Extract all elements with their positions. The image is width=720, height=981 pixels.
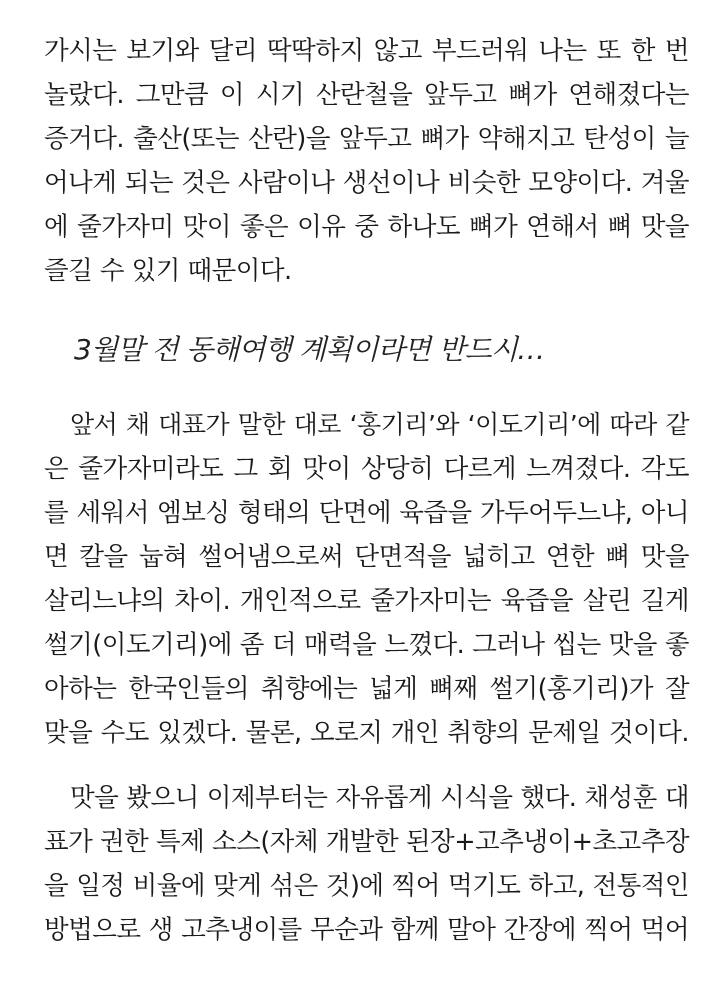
- text-line: 어나게 되는 것은 사람이나 생선이나 비슷한 모양이다. 겨울: [44, 168, 689, 198]
- text-line: 표가 권한 특제 소스(자체 개발한 된장+고추냉이+초고추장: [44, 827, 689, 857]
- text-line: 놀랐다. 그만큼 이 시기 산란철을 앞두고 뼈가 연해졌다는: [44, 80, 689, 110]
- text-line: 증거다. 출산(또는 산란)을 앞두고 뼈가 약해지고 탄성이 늘: [44, 124, 689, 154]
- text-line: 를 세워서 엠보싱 형태의 단면에 육즙을 가두어두느냐, 아니: [44, 498, 689, 528]
- section-heading: 3월말 전 동해여행 계획이라면 반드시…: [74, 333, 545, 366]
- text-line: 맛을 봤으니 이제부터는 자유롭게 시식을 했다. 채성훈 대: [70, 783, 689, 813]
- text-line: 면 칼을 눕혀 썰어냄으로써 단면적을 넓히고 연한 뼈 맛을: [44, 542, 689, 572]
- text-line: 방법으로 생 고추냉이를 무순과 함께 말아 간장에 찍어 먹어: [44, 915, 689, 945]
- paragraph-1: [44, 29, 689, 293]
- text-line: 아하는 한국인들의 취향에는 넓게 뼈째 썰기(홍기리)가 잘: [44, 674, 689, 704]
- text-line: 썰기(이도기리)에 좀 더 매력을 느꼈다. 그러나 씹는 맛을 좋: [44, 630, 689, 660]
- text-line: 가시는 보기와 달리 딱딱하지 않고 부드러워 나는 또 한 번: [44, 36, 689, 66]
- text-line: 은 줄가자미라도 그 회 맛이 상당히 다르게 느껴졌다. 각도: [44, 454, 689, 484]
- text-line: 앞서 채 대표가 말한 대로 ‘홍기리’와 ‘이도기리’에 따라 같: [70, 410, 689, 439]
- text-line: 에 줄가자미 맛이 좋은 이유 중 하나도 뼈가 연해서 뼈 맛을: [44, 212, 689, 242]
- paragraph-3: [44, 776, 689, 952]
- text-line: 살리느냐의 차이. 개인적으로 줄가자미는 육즙을 살린 길게: [44, 586, 689, 616]
- paragraph-2: [44, 403, 689, 755]
- text-line: 즐길 수 있기 때문이다.: [44, 256, 292, 286]
- text-line: 맞을 수도 있겠다. 물론, 오로지 개인 취향의 문제일 것이다.: [44, 718, 689, 748]
- text-line: 을 일정 비율에 맞게 섞은 것)에 찍어 먹기도 하고, 전통적인: [44, 871, 689, 901]
